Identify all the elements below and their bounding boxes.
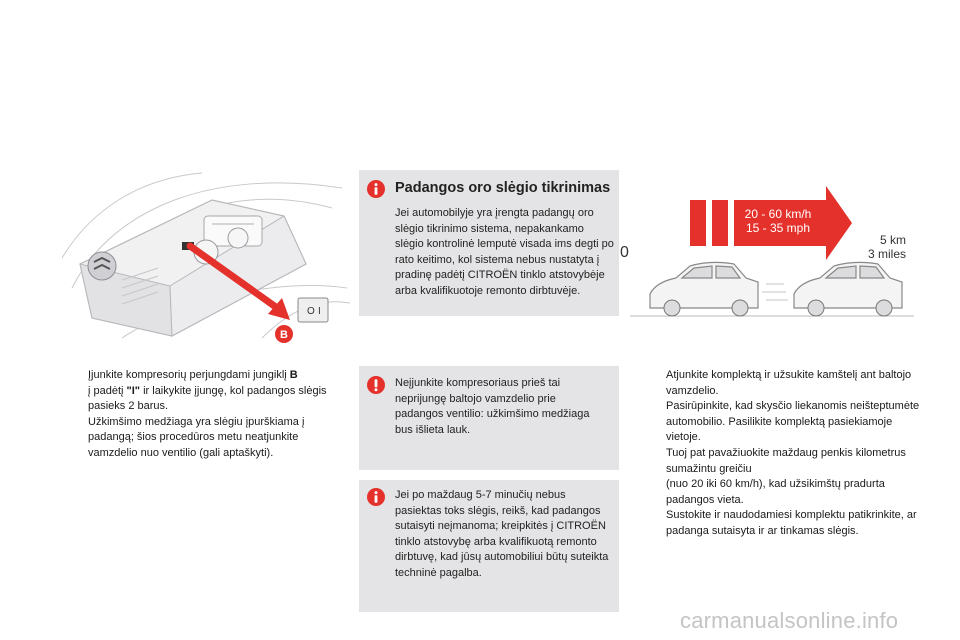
instruction-text: Sustokite ir naudodamiesi komplektu patikrinkite, ar padanga sutaisyta ir ar tinkamas slėgis. bbox=[666, 509, 917, 537]
compressor-illustration bbox=[62, 168, 350, 346]
instruction-item bbox=[642, 368, 922, 446]
tire-pressure-info-box bbox=[359, 170, 619, 316]
switch-symbol-off: O bbox=[307, 306, 315, 317]
instruction-text: ir laikykite įjungę, kol padangos slėgis pasieks 2 barus. bbox=[88, 384, 327, 413]
distance-km-label: 5 km bbox=[879, 233, 906, 247]
distance-miles-label: 3 miles bbox=[867, 247, 906, 261]
tire-pressure-text: Jei automobilyje yra įrengta padangų oro slėgio tikrinimo sistema, nepakankamo slėgio kontrolinė lemputė visada ims degti po rato keitimo, kol sistema nebus nustatyta į pradinę padėtį CITROËN tinklo atstovybėje arba kvalifikuotoje remonto dirbtuvėje. bbox=[395, 207, 614, 297]
speed-kmh-label: 20 - 60 km/h bbox=[744, 207, 812, 221]
instruction-text: Pasirūpinkite, kad skysčio liekanomis neišteptumėte automobilio. Pasilikite komplektą pasiekiamoje vietoje. bbox=[666, 400, 920, 444]
assistance-info-box bbox=[359, 480, 619, 612]
instruction-item bbox=[642, 446, 922, 508]
marker-b-label: B bbox=[280, 329, 288, 341]
switch-label: B bbox=[289, 369, 298, 381]
speed-mph-label: 15 - 35 mph bbox=[745, 221, 811, 235]
assistance-text: Jei po maždaug 5-7 minučių nebus pasiektas toks slėgis, reikš, kad padangos sutaisyti neįmanoma; kreipkitės į CITROËN tinklo atstovybę arba kvalifikuotą remonto dirbtuvę, kad jūsų automobiliui būtų suteikta techninė pagalba. bbox=[395, 489, 609, 579]
compressor-instruction bbox=[76, 368, 348, 462]
info-icon bbox=[367, 180, 385, 198]
info-icon bbox=[367, 488, 385, 506]
start-label: 0 bbox=[620, 244, 629, 261]
warning-box bbox=[359, 366, 619, 470]
warning-text: Neįjunkite kompresoriaus prieš tai neprijungę baltojo vamzdelio prie padangos ventilio: užkimšimo medžiaga bus išlieta lauk. bbox=[395, 377, 590, 436]
instruction-text: į padėtį bbox=[88, 384, 127, 397]
instruction-text: (nuo 20 iki 60 km/h), kad užsikimštų pradurta padangos vieta. bbox=[666, 478, 885, 506]
instruction-text: Tuoj pat pavažiuokite maždaug penkis kilometrus sumažintu greičiu bbox=[666, 446, 906, 475]
instruction-item bbox=[642, 508, 922, 539]
warning-icon bbox=[367, 376, 385, 394]
switch-symbol-on: I bbox=[318, 306, 321, 317]
position-label: "I" bbox=[126, 384, 141, 397]
watermark: carmanualsonline.info bbox=[680, 608, 899, 633]
driving-illustration bbox=[616, 186, 916, 318]
tire-pressure-title: Padangos oro slėgio tikrinimas bbox=[395, 180, 611, 196]
driving-instructions bbox=[642, 368, 922, 540]
instruction-text: Užkimšimo medžiaga yra slėgiu įpurškiama į padangą; šios procedūros metu neatjunkite vamzdelio nuo ventilio (gali aptaškyti). bbox=[88, 415, 305, 459]
instruction-text: Įjunkite kompresorių perjungdami jungiklį bbox=[88, 369, 290, 381]
instruction-text: Atjunkite komplektą ir užsukite kamštelį ant baltojo vamzdelio. bbox=[666, 369, 912, 397]
